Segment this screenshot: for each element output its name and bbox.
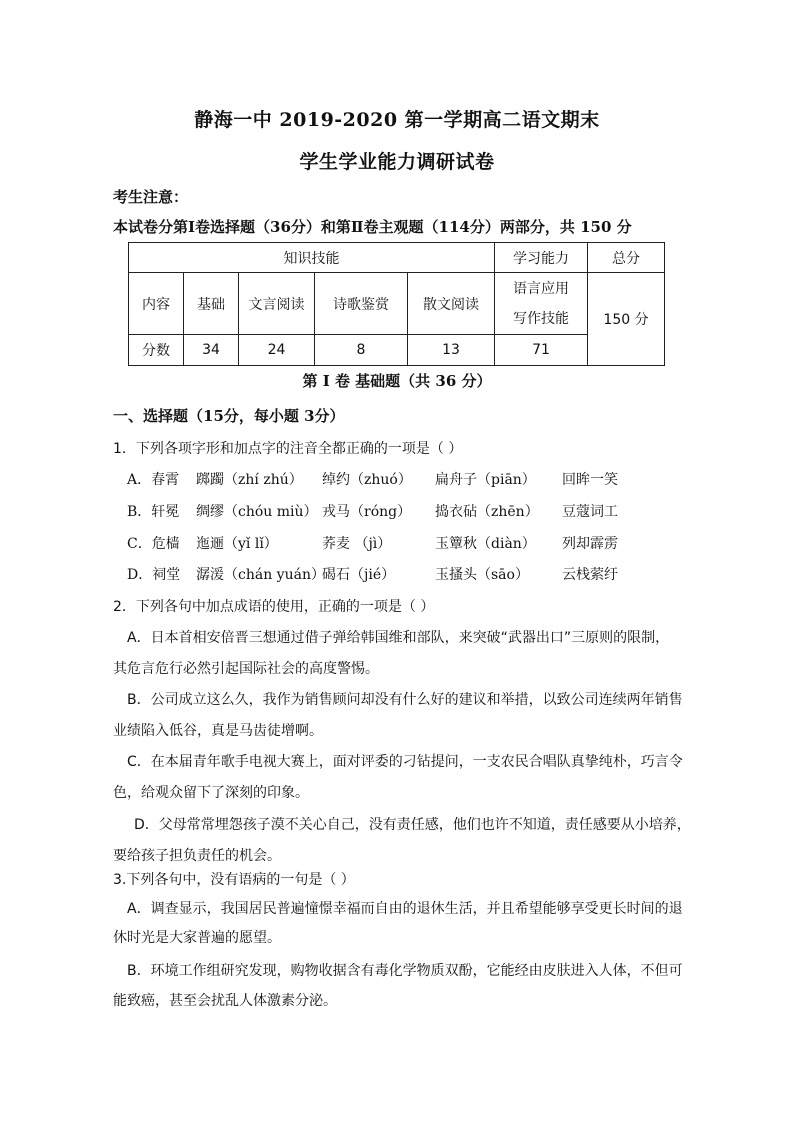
col-language-line2: 写作技能: [513, 310, 569, 327]
exam-title-line2: 学生学业能力调研试卷: [299, 151, 495, 173]
section1-title: 一、选择题（15分，每小题 3分）: [113, 407, 345, 425]
score-basic: 34: [184, 335, 239, 366]
q1-b-2: 绸缪（chóu miù）: [196, 504, 318, 520]
q1-c-1: C．危樯: [127, 536, 180, 552]
q2-option-b-line1: B．公司成立这么久，我作为销售顾问却没有什么好的建议和举措，以致公司连续两年销售: [127, 692, 683, 708]
col-poetry: 诗歌鉴赏: [315, 273, 408, 335]
q1-d-4: 玉搔头（sāo）: [435, 567, 529, 583]
q3-option-a-line2: 休时光是大家普遍的愿望。: [113, 930, 281, 946]
q2-option-a-line1: A．日本首相安倍晋三想通过借子弹给韩国维和部队，来突破“武器出口”三原则的限制，: [127, 630, 670, 646]
col-language: [495, 273, 588, 335]
q2-stem: 2．下列各句中加点成语的使用，正确的一项是（ ）: [113, 599, 435, 615]
q1-a-1: A．春霄: [127, 472, 180, 488]
q1-a-2: 踯躅（zhí zhú）: [196, 472, 303, 488]
q2-option-a-line2: 其危言危行必然引起国际社会的高度警惕。: [113, 661, 379, 677]
part1-title: 第 Ⅰ 卷 基础题（共 36 分）: [302, 372, 492, 390]
score-classical: 24: [239, 335, 315, 366]
q2-option-d-line2: 要给孩子担负责任的机会。: [113, 848, 281, 864]
col-prose: 散文阅读: [408, 273, 495, 335]
q2-option-c-line1: C．在本届青年歌手电视大赛上，面对评委的刁钻提问，一支农民合唱队真挚纯朴，巧言令: [127, 754, 683, 770]
notice-label: 考生注意：: [113, 188, 189, 206]
score-poetry: 8: [315, 335, 408, 366]
q1-a-4: 扁舟子（piān）: [435, 472, 536, 488]
q1-c-2: 迤逦（yǐ lǐ）: [196, 536, 278, 552]
q1-a-3: 绰约（zhuó）: [322, 472, 412, 488]
q1-c-3: 荞麦 （jì）: [322, 536, 392, 552]
header-total: 总分: [588, 243, 665, 273]
q1-b-3: 戎马（róng）: [322, 504, 412, 520]
row-label-score: 分数: [129, 335, 184, 366]
q2-option-d-line1: D．父母常常埋怨孩子漠不关心自己，没有责任感，他们也许不知道，责任感要从小培养，: [134, 817, 691, 833]
total-score-value: 150 分: [588, 273, 665, 366]
q1-stem: 1．下列各项字形和加点字的注音全都正确的一项是（ ）: [113, 441, 463, 457]
q1-c-4: 玉簟秋（diàn）: [435, 536, 536, 552]
q2-option-b-line2: 业绩陷入低谷，真是马齿徒增啊。: [113, 723, 323, 739]
col-language-line1: 语言应用: [513, 280, 569, 297]
q3-option-a-line1: A．调查显示，我国居民普遍憧憬幸福而自由的退休生活，并且希望能够享受更长时间的退: [127, 901, 683, 917]
q1-b-4: 捣衣砧（zhēn）: [435, 504, 539, 520]
q3-option-b-line2: 能致癌，甚至会扰乱人体激素分泌。: [113, 993, 337, 1009]
q1-a-5: 回眸一笑: [562, 472, 618, 488]
col-basic: 基础: [184, 273, 239, 335]
q2-option-c-line2: 色，给观众留下了深刻的印象。: [113, 785, 309, 801]
header-knowledge: 知识技能: [129, 243, 495, 273]
row-label-content: 内容: [129, 273, 184, 335]
col-classical: 文言阅读: [239, 273, 315, 335]
q1-d-2: 潺湲（chán yuán）: [196, 567, 325, 583]
score-table: [128, 242, 665, 366]
q1-d-1: D．祠堂: [127, 567, 181, 583]
q1-b-5: 豆蔻词工: [562, 504, 618, 520]
q1-d-5: 云栈萦纡: [562, 567, 618, 583]
notice-text: 本试卷分第Ⅰ卷选择题（36分）和第Ⅱ卷主观题（114分）两部分，共 150 分: [113, 218, 632, 236]
q1-b-1: B．轩冕: [127, 504, 180, 520]
q1-c-5: 列却霹雳: [562, 536, 618, 552]
q1-d-3: 碣石（jié）: [322, 567, 396, 583]
header-learning: 学习能力: [495, 243, 588, 273]
q3-stem: 3.下列各句中，没有语病的一句是（ ）: [113, 872, 355, 888]
score-language: 71: [495, 335, 588, 366]
q3-option-b-line1: B．环境工作组研究发现，购物收据含有毒化学物质双酚，它能经由皮肤进入人体，不但可: [127, 963, 683, 979]
score-prose: 13: [408, 335, 495, 366]
exam-title-line1: 静海一中 2019-2020 第一学期高二语文期末: [194, 109, 600, 131]
